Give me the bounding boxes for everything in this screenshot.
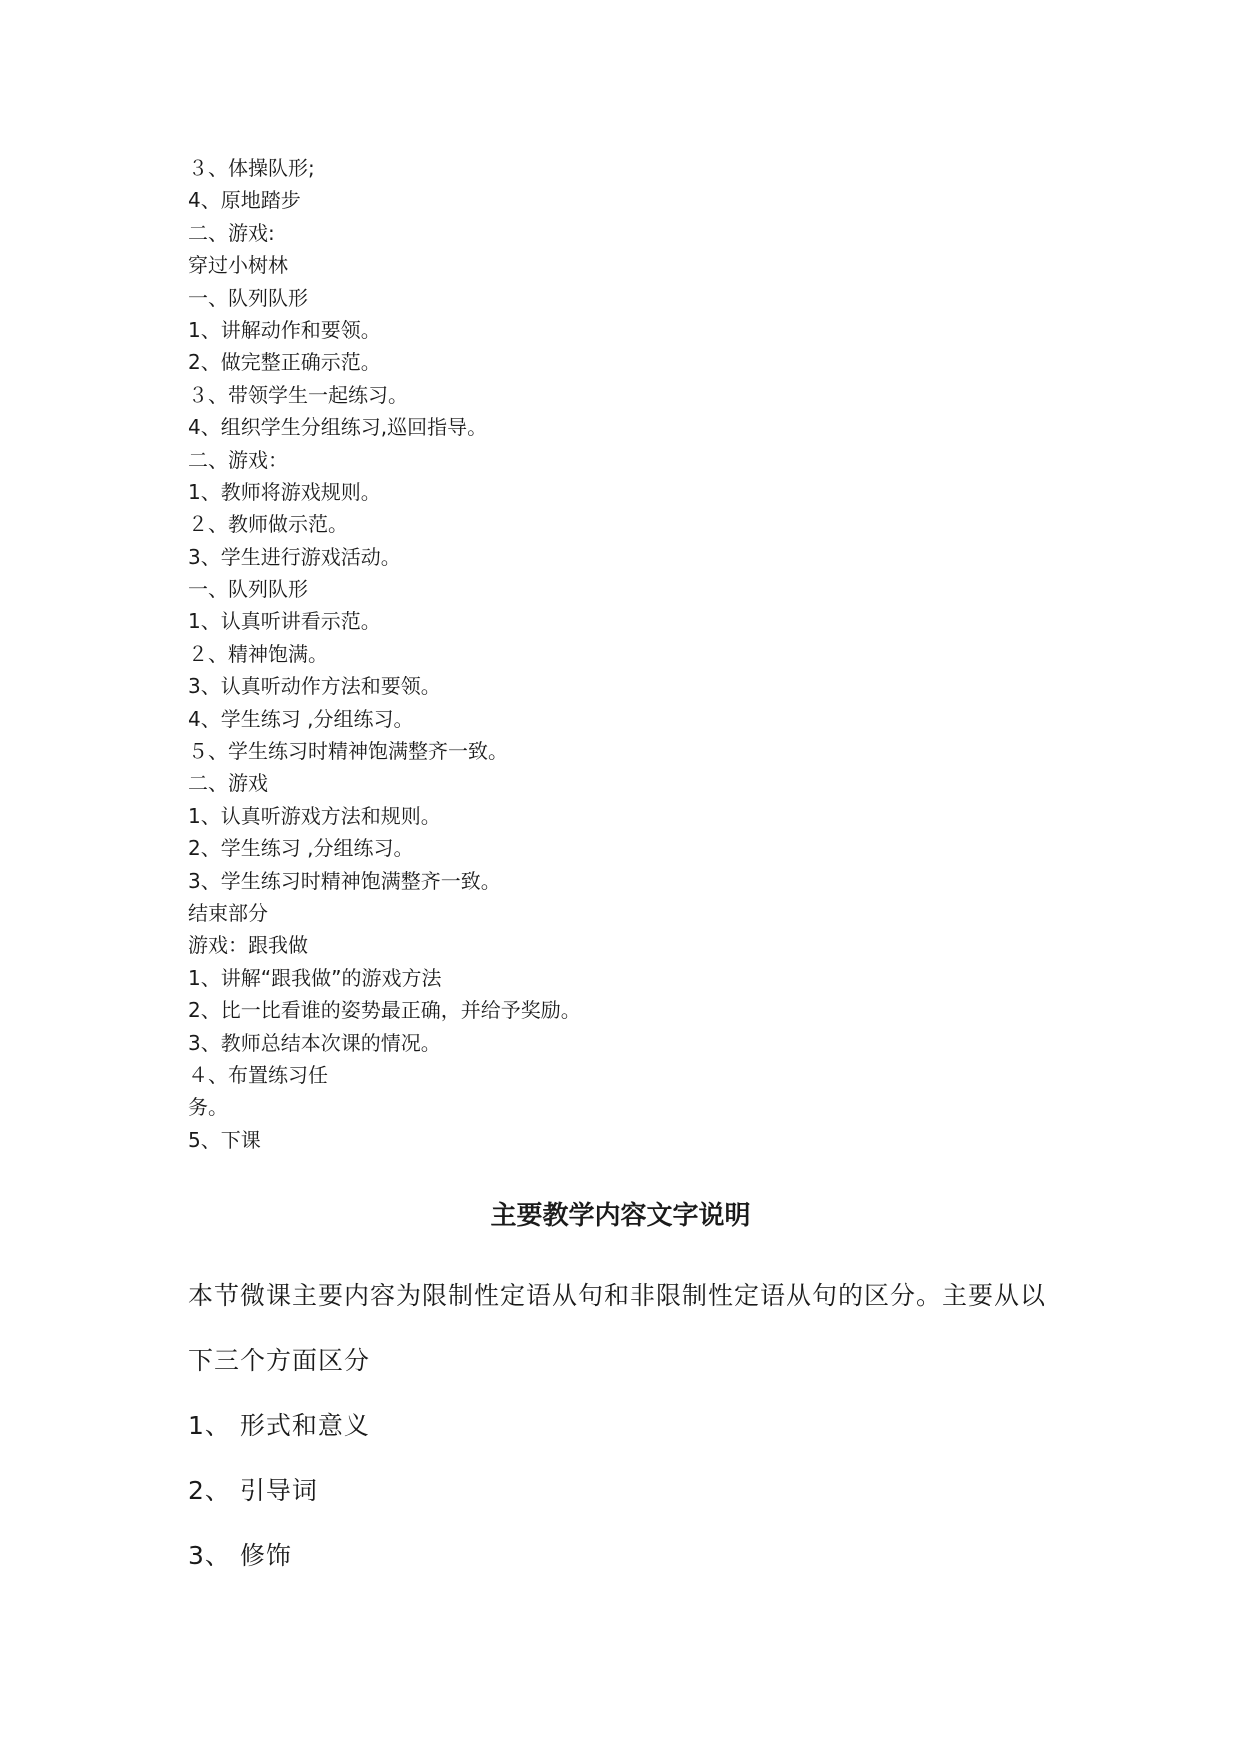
text-line: ３、体操队形; <box>188 156 315 180</box>
text-line: 二、游戏： <box>188 447 288 472</box>
text-line: 3、学生进行游戏活动。 <box>188 544 401 569</box>
text-line: 一、队列队形 <box>188 285 308 310</box>
text-line: 4、原地踏步 <box>188 188 301 213</box>
text-line: ５、学生练习时精神饱满整齐一致。 <box>188 739 508 764</box>
text-line: 二、游戏: <box>188 220 275 245</box>
text-line: 务。 <box>188 1095 228 1120</box>
text-line: 3、认真听动作方法和要领。 <box>188 674 441 699</box>
text-line: 穿过小树林 <box>188 253 288 278</box>
text-line: ４、布置练习任 <box>188 1062 328 1087</box>
text-line: 1、教师将游戏规则。 <box>188 479 381 504</box>
text-line: 1、认真听讲看示范。 <box>188 609 381 634</box>
text-line: 4、学生练习 ,分组练习。 <box>188 706 414 731</box>
text-line: 1、认真听游戏方法和规则。 <box>188 803 441 828</box>
text-line: 2、学生练习 ,分组练习。 <box>188 836 414 861</box>
text-line: 1、讲解动作和要领。 <box>188 317 381 342</box>
text-line: ２、精神饱满。 <box>188 641 328 666</box>
text-line: 一、队列队形 <box>188 577 308 602</box>
text-line: 结束部分 <box>188 900 268 925</box>
body-paragraph-line: 本节微课主要内容为限制性定语从句和非限制性定语从句的区分。主要从以 <box>188 1281 1047 1310</box>
body-list-item: 3、 修饰 <box>188 1541 292 1570</box>
text-line: 1、讲解“跟我做”的游戏方法 <box>188 965 442 990</box>
text-line: ２、教师做示范。 <box>188 512 348 537</box>
body-list-item: 1、 形式和意义 <box>188 1411 370 1440</box>
lesson-plan-lines <box>188 152 1088 1156</box>
text-line: 5、下课 <box>188 1127 261 1152</box>
text-line: 3、学生练习时精神饱满整齐一致。 <box>188 868 501 893</box>
text-line: 2、比一比看谁的姿势最正确，并给予奖励。 <box>188 998 581 1023</box>
body-paragraph-line: 下三个方面区分 <box>188 1346 371 1375</box>
text-line: 2、做完整正确示范。 <box>188 350 381 375</box>
text-line: 二、游戏 <box>188 771 268 796</box>
text-line: 3、教师总结本次课的情况。 <box>188 1030 441 1055</box>
body-list-item: 2、 引导词 <box>188 1476 318 1505</box>
text-line: 4、组织学生分组练习,巡回指导。 <box>188 415 488 440</box>
section-body <box>188 1263 1088 1588</box>
section-title: 主要教学内容文字说明 <box>490 1201 751 1231</box>
text-line: ３、带领学生一起练习。 <box>188 382 408 407</box>
text-line: 游戏：跟我做 <box>188 933 308 958</box>
